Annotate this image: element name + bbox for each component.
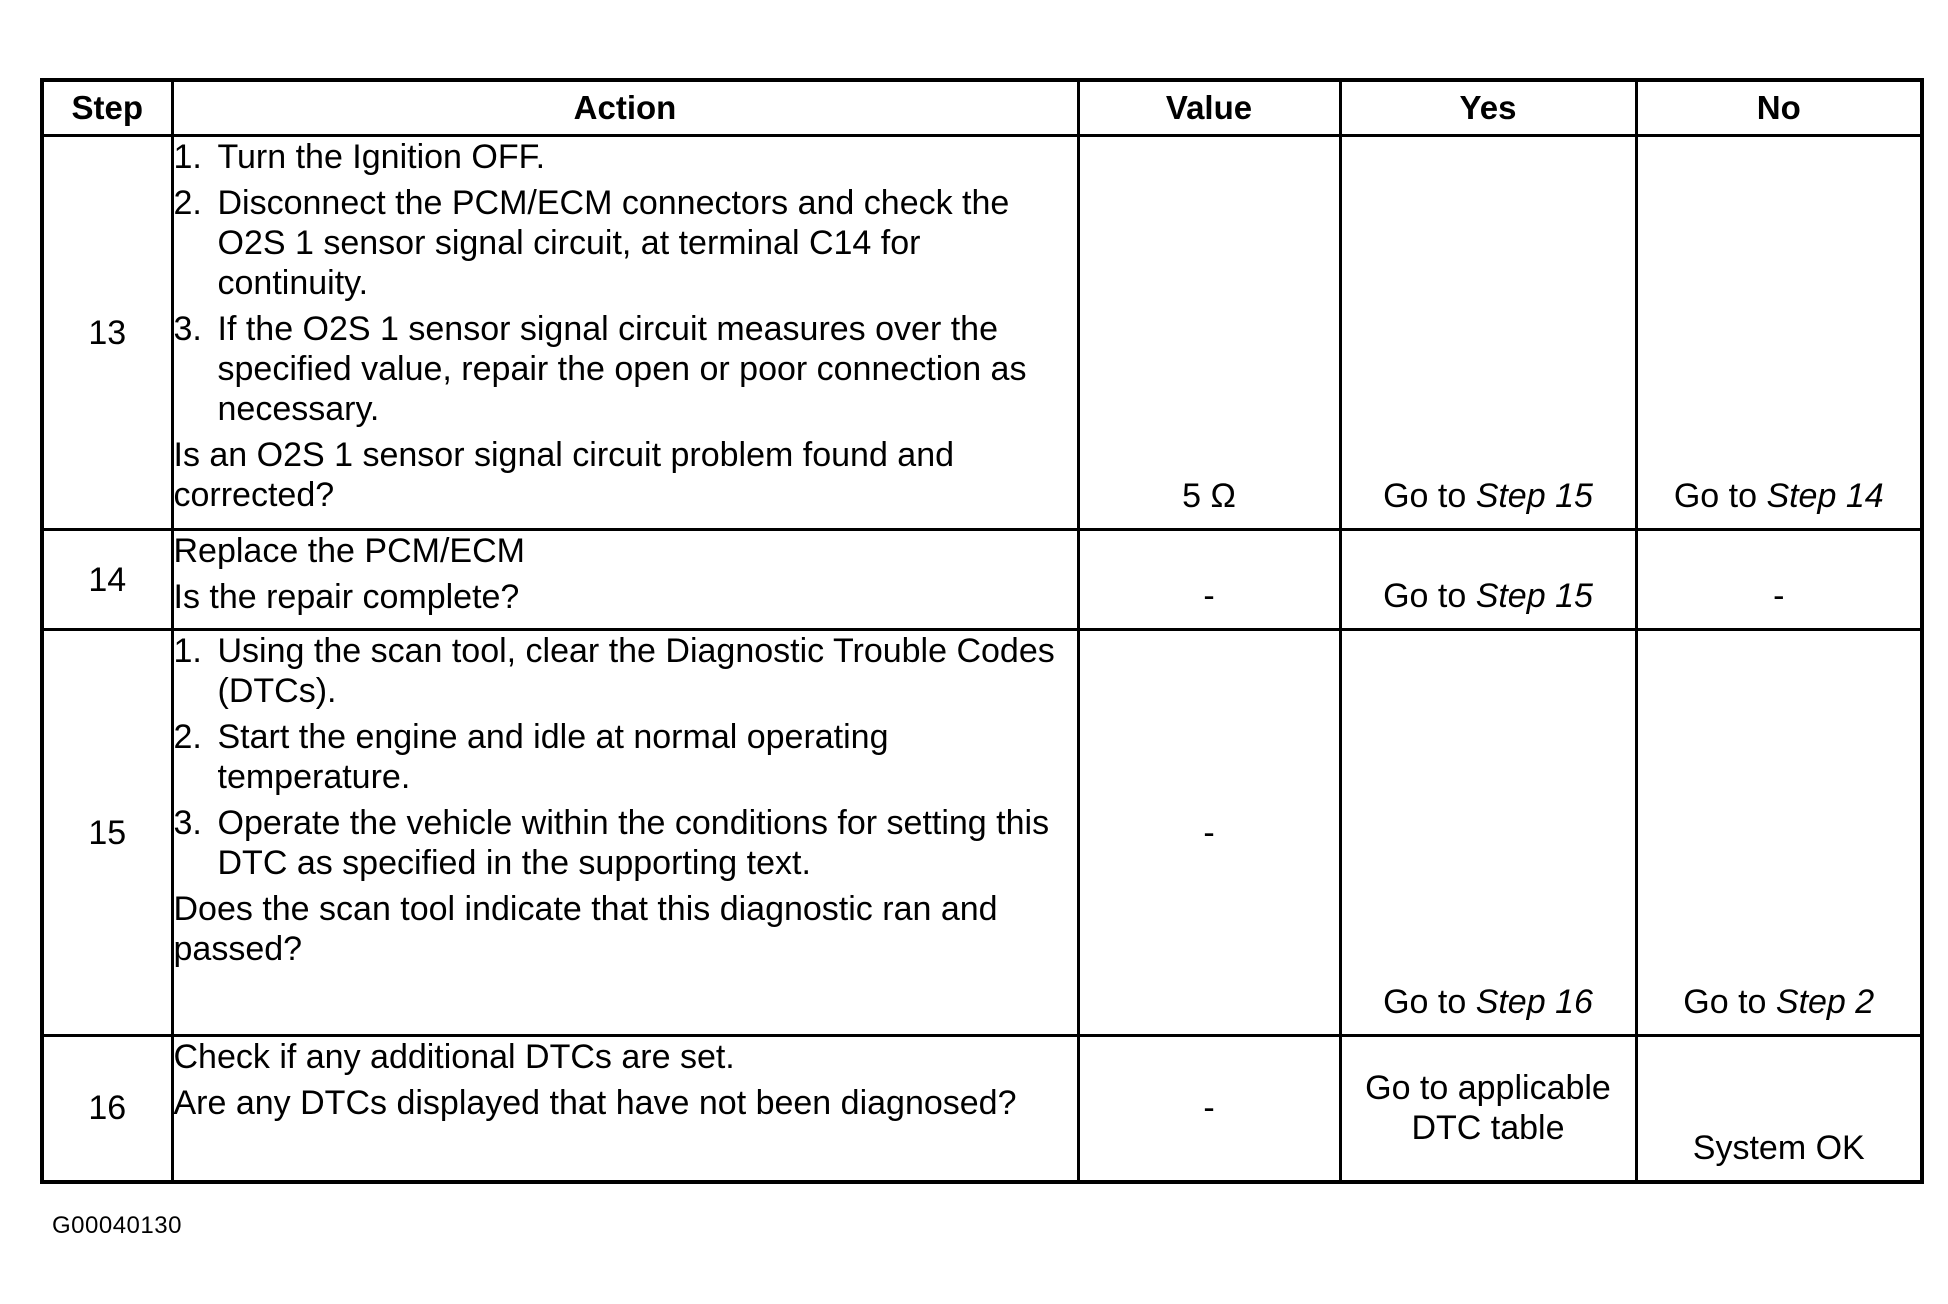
no-prefix: Go to — [1673, 477, 1767, 515]
item-text: Start the engine and idle at normal operating temperature. — [217, 718, 889, 796]
item-text: If the O2S 1 sensor signal circuit measures over the specified value, repair the open or poor connection as necessary. — [217, 310, 1027, 428]
yes-prefix: Go to — [1383, 577, 1476, 615]
diagnostic-table — [40, 78, 1924, 1184]
action-list — [174, 631, 1077, 883]
action-list — [174, 137, 1077, 429]
step-number: 14 — [42, 530, 172, 630]
list-item — [174, 309, 1077, 429]
item-number: 3. — [173, 310, 202, 348]
action-cell — [172, 530, 1078, 630]
yes-cell — [1340, 1036, 1636, 1182]
action-question: Is the repair complete? — [173, 578, 520, 616]
step-number: 16 — [42, 1036, 172, 1182]
item-text: Disconnect the PCM/ECM connectors and check the O2S 1 sensor signal circuit, at terminal C14 for continuity. — [217, 184, 1010, 302]
header-yes: Yes — [1340, 80, 1636, 136]
item-number: 1. — [173, 138, 202, 176]
no-step-ref: Step 2 — [1775, 983, 1875, 1021]
yes-prefix: Go to — [1383, 983, 1476, 1021]
no-prefix: Go to — [1683, 983, 1776, 1021]
action-text: Check if any additional DTCs are set. — [173, 1038, 735, 1076]
header-step: Step — [42, 80, 172, 136]
action-cell — [172, 1036, 1078, 1182]
header-no: No — [1636, 80, 1922, 136]
table-row-step-15 — [42, 630, 1922, 1036]
yes-step-ref: Step 16 — [1475, 983, 1593, 1021]
list-item — [174, 631, 1077, 711]
step-number: 15 — [42, 630, 172, 1036]
item-number: 1. — [173, 632, 202, 670]
item-text: Using the scan tool, clear the Diagnostic Trouble Codes (DTCs). — [217, 632, 1055, 710]
value-cell: - — [1078, 530, 1340, 630]
table-row-step-13 — [42, 136, 1922, 530]
list-item — [174, 183, 1077, 303]
action-question: Is an O2S 1 sensor signal circuit problem found and corrected? — [173, 436, 955, 514]
item-number: 2. — [173, 718, 202, 756]
yes-prefix: Go to — [1383, 477, 1476, 515]
no-cell: - — [1636, 530, 1922, 630]
item-number: 2. — [173, 184, 202, 222]
action-cell — [172, 136, 1078, 530]
action-text: Replace the PCM/ECM — [173, 532, 525, 570]
item-text: Operate the vehicle within the conditions for setting this DTC as specified in the supporting text. — [217, 804, 1050, 882]
no-cell — [1636, 136, 1922, 530]
no-cell: System OK — [1636, 1036, 1922, 1182]
figure-code: G00040130 — [52, 1212, 182, 1239]
header-action: Action — [172, 80, 1078, 136]
yes-line-2: DTC table — [1411, 1109, 1565, 1148]
step-number: 13 — [42, 136, 172, 530]
header-value: Value — [1078, 80, 1340, 136]
table-row-step-14 — [42, 530, 1922, 630]
yes-step-ref: Step 15 — [1475, 577, 1593, 615]
list-item — [174, 137, 1077, 177]
value-cell: - — [1078, 630, 1340, 1036]
action-cell — [172, 630, 1078, 1036]
table-row-step-16 — [42, 1036, 1922, 1182]
item-number: 3. — [173, 804, 202, 842]
item-text: Turn the Ignition OFF. — [217, 138, 546, 176]
yes-line-1: Go to applicable — [1365, 1069, 1611, 1108]
yes-cell — [1340, 530, 1636, 630]
yes-step-ref: Step 15 — [1475, 477, 1593, 515]
list-item — [174, 717, 1077, 797]
action-question: Are any DTCs displayed that have not been diagnosed? — [173, 1084, 1017, 1122]
yes-cell — [1340, 136, 1636, 530]
yes-cell — [1340, 630, 1636, 1036]
value-cell: 5 Ω — [1078, 136, 1340, 530]
list-item — [174, 803, 1077, 883]
action-question: Does the scan tool indicate that this diagnostic ran and passed? — [173, 890, 998, 968]
header-row — [42, 80, 1922, 136]
no-step-ref: Step 14 — [1766, 477, 1884, 515]
value-cell: - — [1078, 1036, 1340, 1182]
no-cell — [1636, 630, 1922, 1036]
